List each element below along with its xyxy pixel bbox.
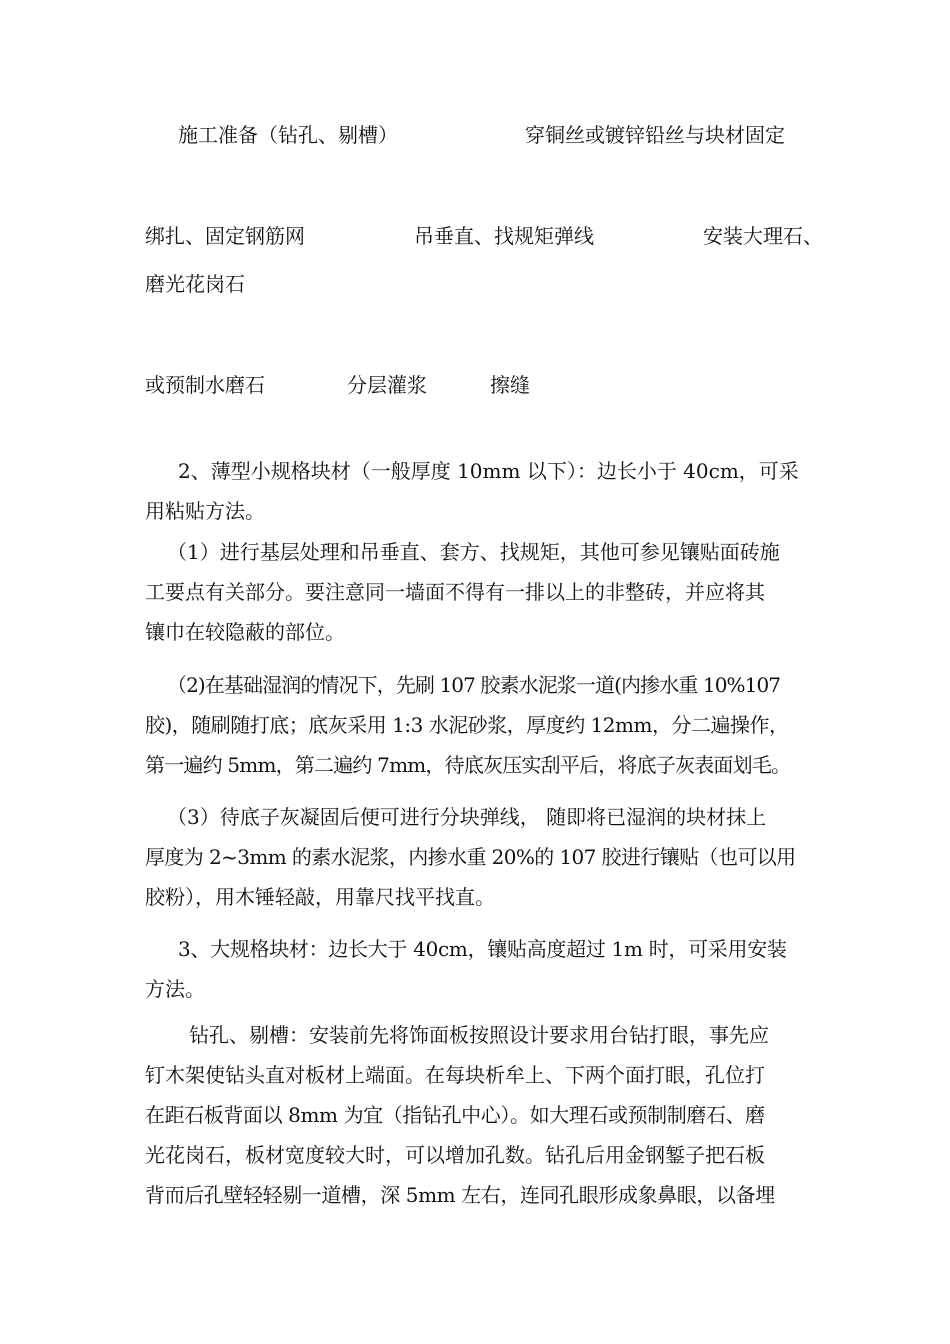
text-line: （3）待底子灰凝固后便可进行分块弹线， 随即将已湿润的块材抹上 bbox=[167, 805, 767, 829]
text-line: 在距石板背面以 8mm 为宜（指钻孔中心）。如大理石或预制制磨石、磨 bbox=[145, 1103, 765, 1127]
text-line: 胶粉），用木锤轻敲，用靠尺找平找直。 bbox=[145, 885, 495, 909]
text-line: 厚度为 2~3mm 的素水泥浆，内掺水重 20%的 107 胶进行镶贴（也可以用 bbox=[145, 845, 796, 869]
text-line: （2)在基础湿润的情况下，先刷 107 胶素水泥浆一道(内掺水重 10%107 bbox=[167, 673, 781, 697]
paragraph-step-1 bbox=[145, 532, 833, 652]
text-line: 用粘贴方法。 bbox=[145, 499, 265, 523]
flow-step-prepare: 施工准备（钻孔、剔槽） bbox=[178, 123, 398, 147]
text-line: 3、大规格块材：边长大于 40cm，镶贴高度超过 1m 时，可采用安装 bbox=[178, 937, 787, 961]
text-line: 光花岗石，板材宽度较大时，可以增加孔数。钻孔后用金钢錾子把石板 bbox=[145, 1143, 765, 1167]
text-line: 胶)，随刷随打底；底灰采用 1:3 水泥砂浆，厚度约 12mm，分二遍操作， bbox=[145, 713, 789, 737]
text-line: 2、薄型小规格块材（一般厚度 10mm 以下）：边长小于 40cm，可采 bbox=[178, 459, 799, 483]
paragraph-large-tiles bbox=[145, 929, 833, 1009]
paragraph-thin-tiles bbox=[145, 451, 833, 531]
flow-step-grout: 分层灌浆 bbox=[347, 373, 427, 397]
text-line: 镶巾在较隐蔽的部位。 bbox=[145, 620, 345, 644]
flow-step-install: 安装大理石、 bbox=[703, 224, 823, 248]
flow-step-rebar: 绑扎、固定钢筋网 bbox=[145, 224, 305, 248]
flow-step-install-cont: 磨光花岗石 bbox=[145, 272, 245, 296]
text-line: 背而后孔壁轻轻剔一道槽，深 5mm 左右，连同孔眼形成象鼻眼，以备埋 bbox=[145, 1183, 775, 1207]
paragraph-step-3 bbox=[145, 797, 833, 917]
paragraph-step-2 bbox=[145, 665, 833, 785]
text-line: 钻孔、剔槽：安装前先将饰面板按照设计要求用台钻打眼，事先应 bbox=[189, 1023, 769, 1047]
flow-step-plumb: 吊垂直、找规矩弹线 bbox=[414, 224, 594, 248]
flow-step-joint: 擦缝 bbox=[490, 373, 530, 397]
flow-step-wire: 穿铜丝或镀锌铅丝与块材固定 bbox=[525, 123, 785, 147]
text-line: 工要点有关部分。要注意同一墙面不得有一排以上的非整砖，并应将其 bbox=[145, 580, 765, 604]
text-line: （1）进行基层处理和吊垂直、套方、找规矩，其他可参见镶贴面砖施 bbox=[167, 540, 780, 564]
text-line: 第一遍约 5mm，第二遍约 7mm，待底灰压实刮平后，将底子灰表面划毛。 bbox=[145, 753, 791, 777]
paragraph-drilling bbox=[145, 1015, 833, 1215]
text-line: 方法。 bbox=[145, 977, 205, 1001]
flow-step-terrazzo: 或预制水磨石 bbox=[145, 373, 265, 397]
text-line: 钉木架使钻头直对板材上端面。在每块析牟上、下两个面打眼，孔位打 bbox=[145, 1063, 765, 1087]
